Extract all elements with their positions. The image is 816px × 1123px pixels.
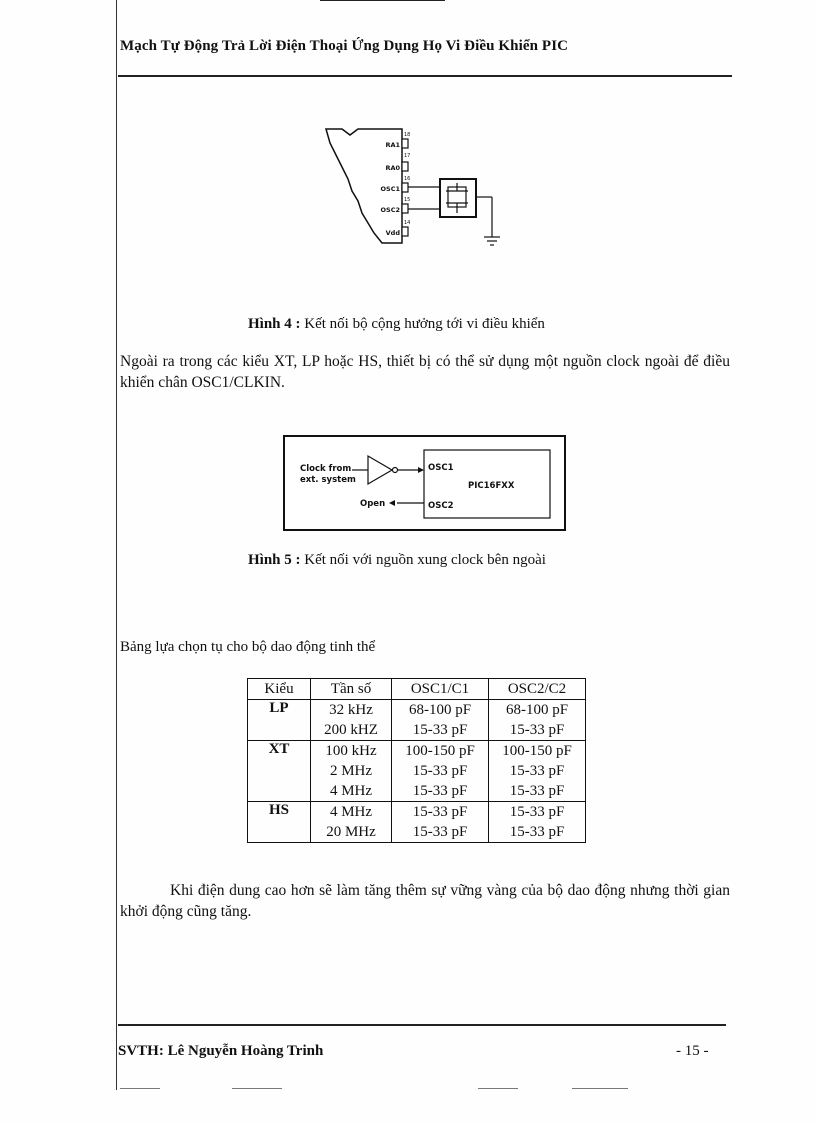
freq-cell: 200 kHZ [311,720,392,741]
col-tan-so: Tần số [311,679,392,700]
freq-cell: 4 MHz [311,802,392,823]
bottom-stub-line [232,1088,282,1089]
figure4-caption [248,316,545,333]
paragraph-external-clock: Ngoài ra trong các kiểu XT, LP hoặc HS, thiết bị có thể sử dụng một nguồn clock ngoài để điều khiển chân OSC1/CLKIN. [120,353,730,391]
table-row [248,802,586,823]
pin-num-18: 18 [404,132,411,138]
pin-num-17: 17 [404,153,411,159]
figure4-diagram [322,125,512,255]
pin-label-vdd: Vdd [385,229,400,237]
chip-label: PIC16FXX [468,481,515,491]
figure5-diagram [282,434,568,534]
pin-label-ra1: RA1 [385,141,400,149]
pin-label-osc2: OSC2 [380,206,400,214]
footer-rule [118,1024,726,1026]
freq-cell: 20 MHz [311,822,392,843]
col-osc1: OSC1/C1 [392,679,489,700]
paragraph-capacitance: Khi điện dung cao hơn sẽ làm tăng thêm sự vững vàng của bộ dao động nhưng thời gian khởi động cũng tăng. [120,882,730,920]
capacitor-table [247,678,586,843]
kieu-cell: HS [248,802,311,843]
col-kieu: Kiểu [248,679,311,700]
osc1-label: OSC1 [428,463,454,473]
bottom-stub-line [478,1088,518,1089]
c1-cell: 68-100 pF [392,700,489,721]
clock-from-label: Clock from [300,464,352,474]
figure5-caption-text: Kết nối với nguồn xung clock bên ngoài [304,552,546,568]
header-rule [118,75,732,77]
open-label: Open [360,499,386,509]
freq-cell: 100 kHz [311,741,392,762]
c1-cell: 15-33 pF [392,720,489,741]
table-intro: Bảng lựa chọn tụ cho bộ dao động tinh thể [120,639,376,655]
c2-cell: 15-33 pF [489,822,586,843]
bottom-stub-line [572,1088,628,1089]
footer-page-number: - 15 - [676,1043,709,1059]
c2-cell: 15-33 pF [489,802,586,823]
table-header-row [248,679,586,700]
bottom-stub-line [120,1088,160,1089]
c2-cell: 15-33 pF [489,781,586,802]
c1-cell: 15-33 pF [392,802,489,823]
col-osc2: OSC2/C2 [489,679,586,700]
left-margin-line [116,0,117,1090]
kieu-cell: LP [248,700,311,741]
pin-label-osc1: OSC1 [380,185,400,193]
freq-cell: 2 MHz [311,761,392,781]
kieu-cell: XT [248,741,311,802]
c2-cell: 68-100 pF [489,700,586,721]
c2-cell: 15-33 pF [489,720,586,741]
c2-cell: 15-33 pF [489,761,586,781]
pin-label-ra0: RA0 [385,164,400,172]
table-row [248,741,586,762]
c1-cell: 100-150 pF [392,741,489,762]
c1-cell: 15-33 pF [392,822,489,843]
c1-cell: 15-33 pF [392,761,489,781]
figure5-caption-label: Hình 5 : [248,552,301,568]
pin-num-16: 16 [404,176,411,182]
c2-cell: 100-150 pF [489,741,586,762]
pin-num-15: 15 [404,197,411,203]
page-header-title: Mạch Tự Động Trả Lời Điện Thoại Ứng Dụng Họ Vi Điều Khiển PIC [120,38,569,54]
freq-cell: 4 MHz [311,781,392,802]
ext-system-label: ext. system [300,475,356,485]
c1-cell: 15-33 pF [392,781,489,802]
osc2-label: OSC2 [428,501,454,511]
top-stub-line [320,0,445,1]
figure5-caption [248,552,546,569]
figure4-caption-label: Hình 4 : [248,316,301,332]
pin-num-14: 14 [404,220,411,226]
footer-author: SVTH: Lê Nguyễn Hoàng Trinh [118,1043,324,1059]
freq-cell: 32 kHz [311,700,392,721]
figure4-caption-text: Kết nối bộ cộng hưởng tới vi điều khiển [304,316,545,332]
table-row [248,700,586,721]
